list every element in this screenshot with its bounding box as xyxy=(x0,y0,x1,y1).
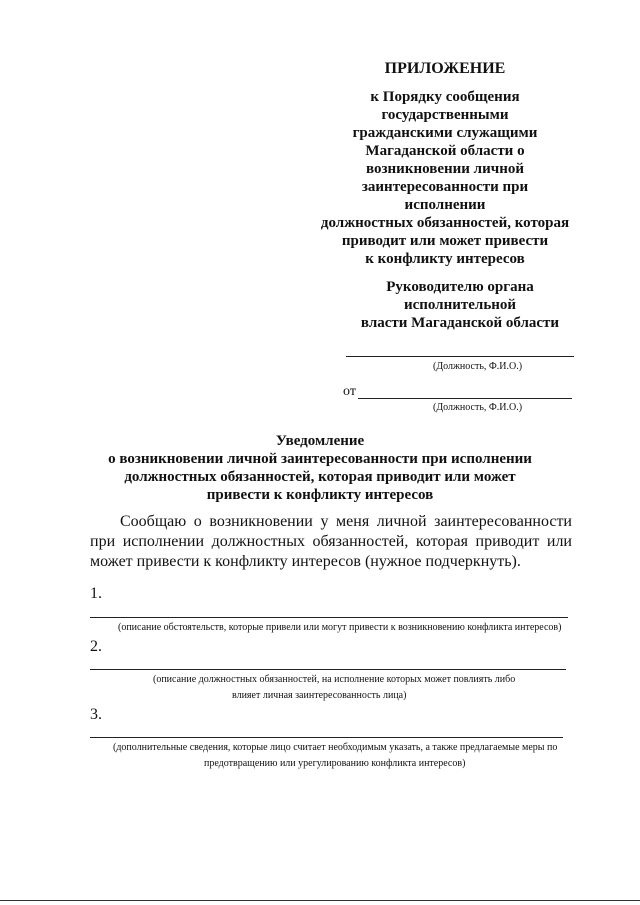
item-caption: (описание должностных обязанностей, на исполнение которых может повлиять либо xyxy=(153,674,516,685)
from-label: от xyxy=(343,384,356,399)
item-fill-line xyxy=(90,669,566,670)
notice-body: Сообщаю о возникновении у меня личной заинтересованности при исполнении должностных обязанностей, которая приводит или может привести к конфликту интересов (нужное подчеркнуть). xyxy=(90,513,572,570)
item-number: 1. xyxy=(90,585,102,602)
item-number: 3. xyxy=(90,706,102,723)
item-caption: (описание обстоятельств, которые привели или могут привести к возникновению конфликта интересов) xyxy=(118,622,562,633)
sender-position-caption: (Должность, Ф.И.О.) xyxy=(433,402,523,413)
appendix-line: должностных обязанностей, которая xyxy=(320,215,570,231)
notice-subtitle-line: о возникновении личной заинтересованности при исполнении xyxy=(108,451,532,467)
addressee-position-caption: (Должность, Ф.И.О.) xyxy=(433,361,523,372)
addressee-line: исполнительной xyxy=(403,297,517,313)
appendix-line: к Порядку сообщения xyxy=(370,89,520,105)
appendix-block xyxy=(300,60,590,268)
appendix-line: гражданскими служащими xyxy=(352,125,538,141)
item-fill-line xyxy=(90,617,568,618)
notice-heading xyxy=(80,432,560,504)
appendix-line: приводит или может привести xyxy=(341,233,549,249)
addressee-block xyxy=(330,278,590,332)
item-caption: (дополнительные сведения, которые лицо считает необходимым указать, а также предлагаемые меры по xyxy=(113,742,558,753)
addressee-line: Руководителю органа xyxy=(386,279,534,295)
appendix-line: возникновении личной xyxy=(366,161,524,177)
item-fill-line xyxy=(90,737,563,738)
appendix-line: Магаданской области о xyxy=(365,143,525,159)
appendix-line: к конфликту интересов xyxy=(365,251,525,267)
appendix-title: ПРИЛОЖЕНИЕ xyxy=(384,60,506,77)
notice-subtitle-line: должностных обязанностей, которая приводит или может xyxy=(124,469,516,485)
page-bottom-rule xyxy=(0,900,640,901)
item-number: 2. xyxy=(90,638,102,655)
addressee-line: власти Магаданской области xyxy=(360,315,560,331)
item-caption: влияет личная заинтересованность лица) xyxy=(232,690,407,701)
sender-position-line xyxy=(358,398,572,399)
notice-title: Уведомление xyxy=(275,433,365,449)
addressee-position-line xyxy=(346,356,574,357)
appendix-line: заинтересованности при xyxy=(361,179,529,195)
item-caption: предотвращению или урегулированию конфликта интересов) xyxy=(204,758,466,769)
appendix-line: исполнении xyxy=(404,197,486,213)
notice-subtitle-line: привести к конфликту интересов xyxy=(206,487,434,503)
appendix-line: государственными xyxy=(381,107,509,123)
